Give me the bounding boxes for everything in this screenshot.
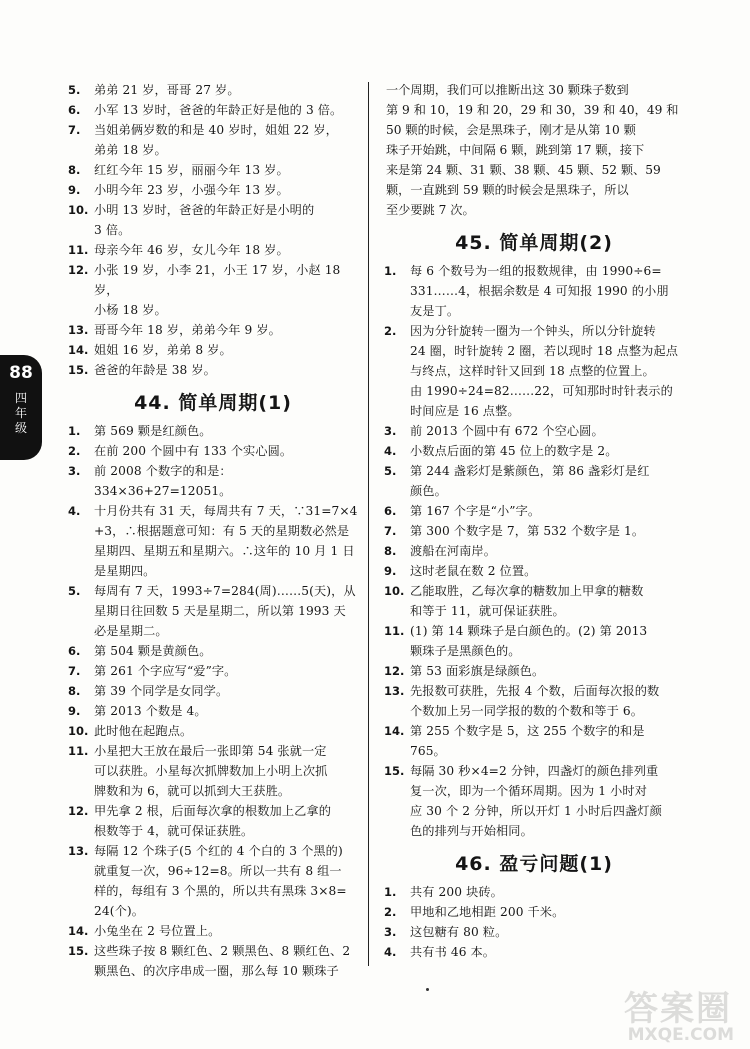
answer-number: 13. — [384, 684, 405, 698]
answer-item — [68, 441, 358, 461]
answer-number: 11. — [68, 744, 89, 758]
answer-text: 共有书 46 本。 — [410, 945, 496, 959]
answer-number: 10. — [68, 724, 89, 738]
answer-text: 甲地和乙地相距 200 千米。 — [410, 905, 565, 919]
answer-number: 4. — [68, 504, 81, 518]
answer-item — [68, 260, 358, 320]
section-45-title: 45. 简单周期(2) — [455, 232, 613, 254]
answer-item — [68, 320, 358, 340]
grade-label: 四年级 — [14, 391, 27, 435]
answer-item — [68, 661, 358, 681]
answer-item — [384, 461, 684, 501]
answer-text: 每隔 12 个珠子(5 个红的 4 个白的 3 个黑的) 就重复一次，96÷12=8。所以一共有 8 组一 样的，每组有 3 个黑的，所以共有黑珠 3×8= 24(个)。 — [94, 844, 347, 918]
answer-text: 乙能取胜，乙每次拿的糖数加上甲拿的糖数 和等于 11，就可保证获胜。 — [410, 584, 644, 618]
answer-number: 3. — [384, 424, 397, 438]
answer-item — [384, 721, 684, 761]
left-column — [68, 80, 358, 981]
answer-number: 4. — [384, 444, 397, 458]
answer-text: 小星把大王放在最后一张即第 54 张就一定 可以获胜。小星每次抓牌数加上小明上次抓 牌数和为 6，就可以抓到大王获胜。 — [94, 744, 328, 798]
answer-number: 7. — [68, 664, 81, 678]
answer-text: 弟弟 21 岁，哥哥 27 岁。 — [94, 83, 240, 97]
answer-item — [68, 80, 358, 100]
answer-text: 母亲今年 46 岁，女儿今年 18 岁。 — [94, 243, 289, 257]
continuation-text: 一个周期，我们可以推断出这 30 颗珠子数到 第 9 和 10，19 和 20，29 和 30，39 和 40，49 和 50 颗的时候，会是黑珠子，刚才是从第 10 颗 珠子开始跳，中间隔 6 颗，跳到第 17 颗，接下 来是第 24 颗、31 颗、38 颗、45 颗、52 颗、59 颗，一直跳到 59 颗的时候会是黑珠子，所以 至少要跳 7 次。 — [386, 83, 679, 217]
answer-text: 小明 13 岁时，爸爸的年龄正好是小明的 3 倍。 — [94, 203, 315, 237]
answer-item — [384, 922, 684, 942]
answer-item — [68, 921, 358, 941]
page-number: 88 — [9, 363, 33, 383]
answer-item — [384, 521, 684, 541]
answer-item — [384, 501, 684, 521]
answer-item — [384, 761, 684, 841]
answer-item — [384, 441, 684, 461]
answer-text: 第 167 个字是“小”字。 — [410, 504, 541, 518]
answer-item — [384, 261, 684, 321]
section-46-answer-list — [384, 882, 684, 962]
answer-item — [68, 100, 358, 120]
answer-text: 前 2008 个数字的和是：334×36+27=12051。 — [94, 464, 232, 498]
answer-number: 9. — [384, 564, 397, 578]
answer-text: (1) 第 14 颗珠子是白颜色的。(2) 第 2013 颗珠子是黑颜色的。 — [410, 624, 648, 658]
answer-number: 6. — [68, 644, 81, 658]
answer-text: 第 255 个数字是 5，这 255 个数字的和是 765。 — [410, 724, 645, 758]
answer-text: 第 39 个同学是女同学。 — [94, 684, 229, 698]
answer-item — [68, 180, 358, 200]
answer-text: 此时他在起跑点。 — [94, 724, 193, 738]
answer-text: 渡船在河南岸。 — [410, 544, 497, 558]
answer-number: 6. — [68, 103, 81, 117]
answer-text: 姐姐 16 岁，弟弟 8 岁。 — [94, 343, 232, 357]
answer-text: 小军 13 岁时，爸爸的年龄正好是他的 3 倍。 — [94, 103, 343, 117]
answer-item — [68, 701, 358, 721]
answer-item — [384, 421, 684, 441]
answer-number: 2. — [384, 324, 397, 338]
answer-text: 小兔坐在 2 号位置上。 — [94, 924, 221, 938]
answer-number: 3. — [68, 464, 81, 478]
top-answer-list — [68, 80, 358, 380]
answer-item — [384, 541, 684, 561]
answer-number: 12. — [384, 664, 405, 678]
answer-item — [384, 681, 684, 721]
answer-item — [68, 721, 358, 741]
answer-item — [384, 621, 684, 661]
answer-text: 前 2013 个圆中有 672 个空心圆。 — [410, 424, 604, 438]
answer-text: 每隔 30 秒×4=2 分钟，四盏灯的颜色排列重 复一次，即为一个循环周期。因为 1 小时对 应 30 个 2 分钟，所以开灯 1 小时后四盏灯颜 色的排列与开始相同。 — [410, 764, 662, 838]
answer-text: 爸爸的年龄是 38 岁。 — [94, 363, 216, 377]
answer-item — [384, 882, 684, 902]
answer-number: 12. — [68, 263, 89, 277]
answer-text: 十月份共有 31 天，每周共有 7 天，∵31=7×4 +3，∴根据题意可知：有 5 天的星期数必然是 星期四、星期五和星期六。∴这年的 10 月 1 日 是星期四。 — [94, 504, 358, 578]
answer-item — [68, 841, 358, 921]
answer-number: 15. — [384, 764, 405, 778]
page-tab — [0, 355, 42, 460]
answer-text: 每周有 7 天，1993÷7=284(周)……5(天)，从 星期日往回数 5 天是星期二，所以第 1993 天 必是星期二。 — [94, 584, 356, 638]
answer-item — [68, 581, 358, 641]
answer-text: 第 53 面彩旗是绿颜色。 — [410, 664, 545, 678]
answer-number: 6. — [384, 504, 397, 518]
answer-item — [68, 741, 358, 801]
answer-text: 甲先拿 2 根，后面每次拿的根数加上乙拿的 根数等于 4，就可保证获胜。 — [94, 804, 331, 838]
answer-text: 小数点后面的第 45 位上的数字是 2。 — [410, 444, 618, 458]
answer-item — [68, 641, 358, 661]
answer-number: 13. — [68, 323, 89, 337]
answer-text: 第 504 颗是黄颜色。 — [94, 644, 212, 658]
answer-item — [384, 942, 684, 962]
answer-number: 8. — [68, 684, 81, 698]
answer-text: 红红今年 15 岁，丽丽今年 13 岁。 — [94, 163, 289, 177]
answer-item — [68, 120, 358, 160]
stray-dot — [426, 988, 429, 991]
answer-number: 2. — [68, 444, 81, 458]
answer-item — [68, 360, 358, 380]
answer-number: 1. — [68, 424, 81, 438]
answer-item — [384, 661, 684, 681]
answer-number: 1. — [384, 885, 397, 899]
answer-number: 15. — [68, 944, 89, 958]
answer-text: 这些珠子按 8 颗红色、2 颗黑色、8 颗红色、2 颗黑色、的次序串成一圈，那么每 10 颗珠子 — [94, 944, 351, 978]
answer-number: 14. — [68, 343, 89, 357]
answer-number: 15. — [68, 363, 89, 377]
section-46-title: 46. 盈亏问题(1) — [455, 853, 613, 875]
watermark-bottom-text: MXQE.COM — [627, 1025, 734, 1045]
answer-text: 第 261 个字应写“爱”字。 — [94, 664, 237, 678]
answer-number: 1. — [384, 264, 397, 278]
answer-item — [68, 461, 358, 501]
answer-item — [384, 581, 684, 621]
answer-number: 14. — [68, 924, 89, 938]
answer-number: 7. — [384, 524, 397, 538]
answer-text: 第 2013 个数是 4。 — [94, 704, 207, 718]
answer-text: 小明今年 23 岁，小强今年 13 岁。 — [94, 183, 289, 197]
answer-text: 当姐弟俩岁数的和是 40 岁时，姐姐 22 岁， 弟弟 18 岁。 — [94, 123, 338, 157]
answer-number: 2. — [384, 905, 397, 919]
answer-number: 14. — [384, 724, 405, 738]
answer-item — [384, 561, 684, 581]
answer-item — [68, 501, 358, 581]
answer-text: 第 300 个数字是 7，第 532 个数字是 1。 — [410, 524, 645, 538]
answer-number: 11. — [384, 624, 405, 638]
answer-number: 8. — [384, 544, 397, 558]
answer-number: 10. — [68, 203, 89, 217]
answer-number: 5. — [384, 464, 397, 478]
column-divider — [368, 82, 369, 966]
answer-item — [68, 200, 358, 240]
answer-item — [68, 160, 358, 180]
answer-text: 这包糖有 80 粒。 — [410, 925, 508, 939]
answer-text: 每 6 个数号为一组的报数规律，由 1990÷6= 331……4，根据余数是 4 可知报 1990 的小朋 友是丁。 — [410, 264, 669, 318]
answer-number: 10. — [384, 584, 405, 598]
watermark-logo — [592, 977, 742, 1047]
answer-item — [68, 681, 358, 701]
answer-number: 3. — [384, 925, 397, 939]
watermark-top-text: 答案圈 — [624, 989, 732, 1029]
answer-item — [68, 421, 358, 441]
answer-item — [68, 941, 358, 981]
answer-number: 4. — [384, 945, 397, 959]
answer-item — [68, 240, 358, 260]
answer-number: 12. — [68, 804, 89, 818]
answer-item — [68, 801, 358, 841]
answer-number: 7. — [68, 123, 81, 137]
answer-text: 小张 19 岁，小李 21，小王 17 岁，小赵 18 岁， 小杨 18 岁。 — [94, 263, 341, 317]
section-44-answer-list — [68, 421, 358, 981]
answer-item — [68, 340, 358, 360]
answer-item — [384, 321, 684, 421]
answer-text: 第 569 颗是红颜色。 — [94, 424, 212, 438]
right-column — [384, 80, 684, 962]
answer-item — [384, 902, 684, 922]
answer-number: 5. — [68, 83, 81, 97]
answer-number: 11. — [68, 243, 89, 257]
answer-text: 第 244 盏彩灯是紫颜色，第 86 盏彩灯是红 颜色。 — [410, 464, 650, 498]
answer-text: 哥哥今年 18 岁，弟弟今年 9 岁。 — [94, 323, 281, 337]
answer-number: 5. — [68, 584, 81, 598]
answer-number: 8. — [68, 163, 81, 177]
answer-number: 9. — [68, 183, 81, 197]
section-45-answer-list — [384, 261, 684, 841]
answer-text: 共有 200 块砖。 — [410, 885, 503, 899]
answer-text: 因为分针旋转一圈为一个钟头，所以分针旋转 24 圈，时针旋转 2 圈，若以现时 18 点整为起点 与终点，这样时针又回到 18 点整的位置上。 由 1990÷24=82……22，可知那时时针表示的 时间应是 16 点整。 — [410, 324, 679, 418]
answer-number: 9. — [68, 704, 81, 718]
answer-text: 先报数可获胜，先报 4 个数，后面每次报的数 个数加上另一同学报的数的个数和等于 6。 — [410, 684, 660, 718]
section-44-title: 44. 简单周期(1) — [134, 392, 292, 414]
answer-number: 13. — [68, 844, 89, 858]
answer-text: 在前 200 个圆中有 133 个实心圆。 — [94, 444, 293, 458]
answer-text: 这时老鼠在数 2 位置。 — [410, 564, 537, 578]
